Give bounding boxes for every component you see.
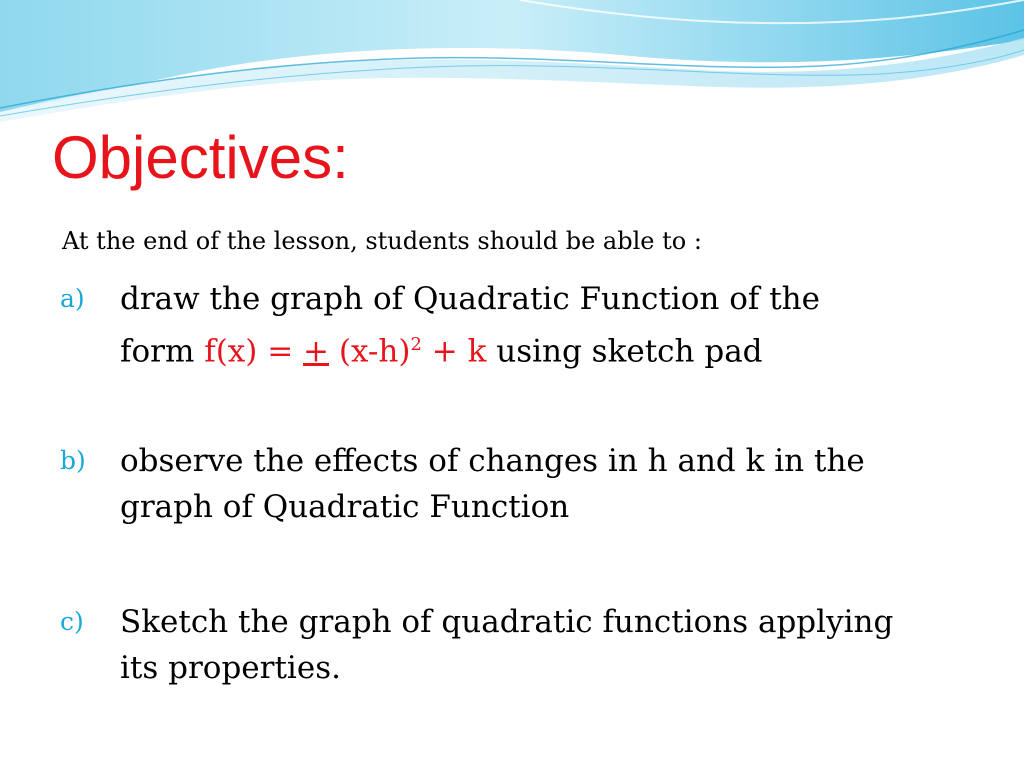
objective-item-b [60, 438, 990, 530]
objective-text-a [120, 276, 990, 374]
objective-b-line2: graph of Quadratic Function [120, 489, 570, 525]
formula-plus-minus: + [303, 333, 330, 370]
slide-title: Objectives: [52, 124, 349, 191]
objective-a-line1: draw the graph of Quadratic Function of the [120, 281, 820, 317]
objective-c-line1: Sketch the graph of quadratic functions applying [120, 604, 894, 640]
objective-text-b [120, 438, 990, 530]
intro-text: At the end of the lesson, students should be able to : [62, 227, 702, 255]
objective-item-a [60, 276, 990, 374]
objective-a-line2 [120, 322, 990, 374]
objective-text-c [120, 599, 990, 691]
formula-exponent: 2 [410, 334, 422, 355]
formula-k: + k [421, 333, 487, 370]
formula-xh: (x-h) [329, 333, 411, 370]
formula-fx: f(x) = [204, 333, 304, 370]
objective-item-c [60, 599, 990, 691]
list-marker-c: c) [60, 607, 84, 636]
form-word: form [120, 333, 205, 370]
list-marker-b: b) [60, 446, 86, 475]
objective-c-line2: its properties. [120, 650, 341, 686]
header-wave-decoration [0, 0, 1024, 130]
list-marker-a: a) [60, 284, 85, 313]
using-sketch-pad: using sketch pad [486, 333, 763, 370]
objective-b-line1: observe the effects of changes in h and k in the [120, 443, 865, 479]
